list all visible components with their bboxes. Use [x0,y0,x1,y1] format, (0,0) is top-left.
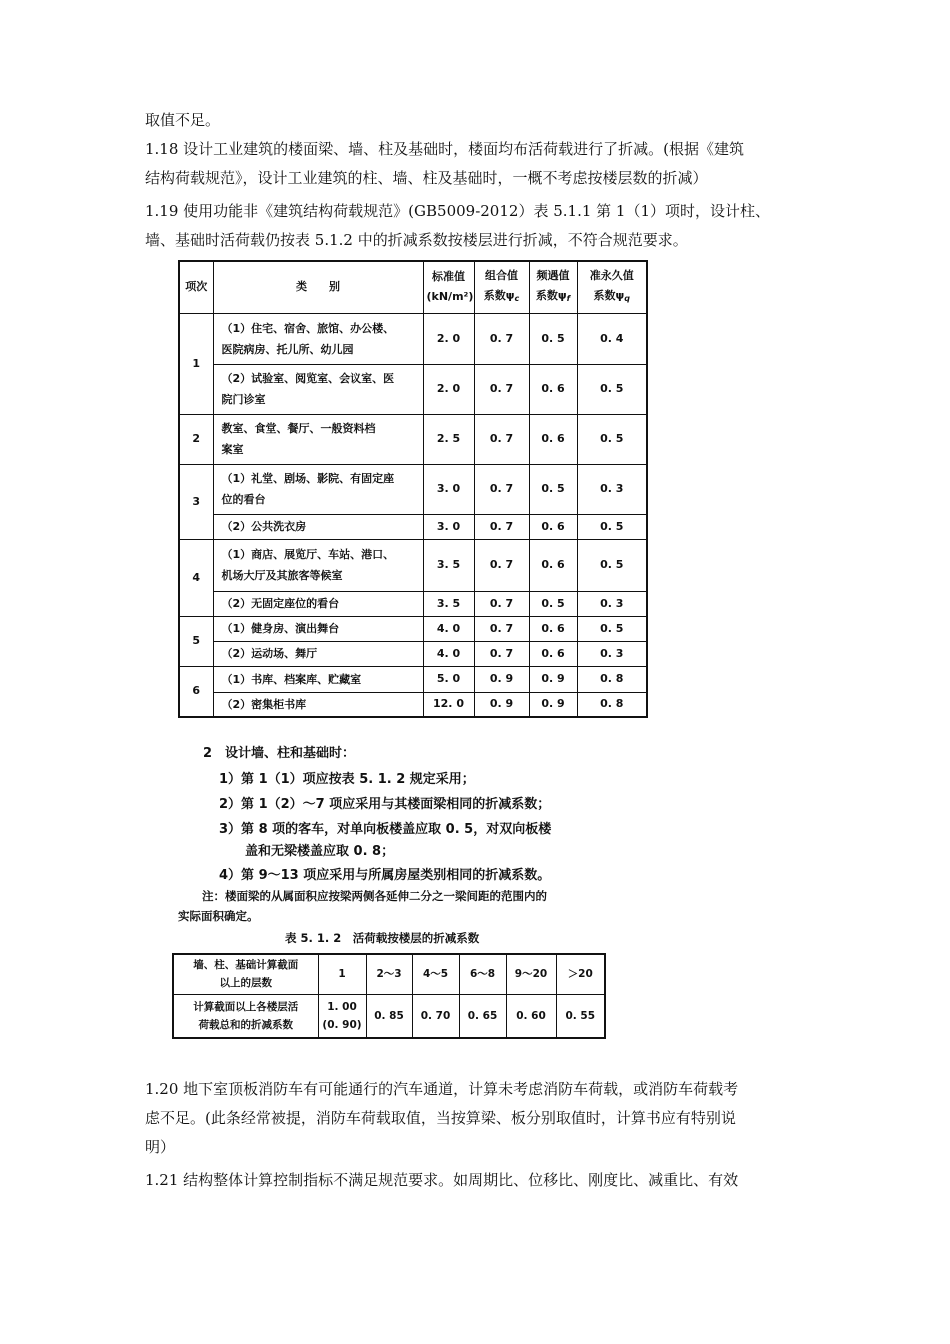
table-row [179,313,647,364]
text-line: 取值不足。 [145,111,221,129]
combo-value: 0. 7 [474,616,529,641]
quasi-value: 0. 3 [577,464,647,514]
text-line: 虑不足。(此条经常被提，消防车荷载取值，当按算梁、板分别取值时，计算书应有特别说 [145,1109,736,1127]
floor-count: 2～3 [366,954,412,994]
text-line: 1.21 结构整体计算控制指标不满足规范要求。如周期比、位移比、刚度比、减重比、有效 [145,1171,739,1189]
item-number: 4 [179,539,213,616]
notes-heading: 2 设计墙、柱和基础时： [203,746,356,761]
quasi-value: 0. 8 [577,666,647,692]
standard-value: 3. 0 [423,514,474,539]
text-line: 明） [145,1138,176,1156]
header-quasi-text: 系数ψ [593,288,625,302]
header-quasi-line1: 准永久值 [589,268,634,282]
header-combo [474,261,529,313]
item-number: 3 [179,464,213,539]
standard-value: 12. 0 [423,692,474,717]
table-row [179,514,647,539]
header-item: 项次 [179,261,213,313]
standard-value: 2. 0 [423,364,474,414]
combo-value: 0. 7 [474,514,529,539]
header-frequent [529,261,577,313]
floor-count: 6～8 [459,954,506,994]
standard-value: 4. 0 [423,641,474,666]
standard-value: 3. 0 [423,464,474,514]
category-cell [213,414,423,464]
category-cell [213,539,423,591]
category-cell [213,313,423,364]
category-cell [213,464,423,514]
header-quasi-line2 [581,286,644,309]
combo-value: 0. 7 [474,364,529,414]
reduction-factor-line: (0. 90) [322,1018,362,1031]
text-line: 结构荷载规范》，设计工业建筑的柱、墙、柱及基础时，一概不考虑按楼层数的折减） [145,169,708,187]
combo-value: 0. 7 [474,539,529,591]
table-row [179,666,647,692]
frequent-value: 0. 9 [529,692,577,717]
item-number: 5 [179,616,213,666]
category-line: 教室、食堂、餐厅、一般资料档 [221,422,376,435]
text-line: 墙、基础时活荷载仍按表 5.1.2 中的折减系数按楼层进行折减，不符合规范要求。 [145,231,688,249]
header-quasi-subscript: q [624,293,630,303]
footnote-line: 实际面积确定。 [178,909,259,923]
category-cell: （2）无固定座位的看台 [213,591,423,616]
header-standard-line1: 标准值 [432,270,465,284]
quasi-value: 0. 5 [577,414,647,464]
standard-value: 4. 0 [423,616,474,641]
category-cell [213,364,423,414]
standard-value: 2. 0 [423,313,474,364]
combo-value: 0. 7 [474,464,529,514]
frequent-value: 0. 6 [529,539,577,591]
standard-value: 2. 5 [423,414,474,464]
header-standard [423,261,474,313]
paragraph-1-20 [145,1075,815,1162]
item-number: 2 [179,414,213,464]
table-row [179,539,647,591]
category-line: （1）礼堂、剧场、影院、有固定座 [221,472,395,485]
frequent-value: 0. 5 [529,464,577,514]
category-cell: （1）健身房、演出舞台 [213,616,423,641]
text-line: 1.18 设计工业建筑的楼面梁、墙、柱及基础时，楼面均布活荷载进行了折减。(根据《建筑 [145,140,745,158]
reduction-factor: 0. 60 [506,994,556,1038]
combo-value: 0. 7 [474,641,529,666]
row-label [173,954,318,994]
quasi-value: 0. 4 [577,313,647,364]
note-item: 3）第 8 项的客车，对单向板楼盖应取 0. 5，对双向板楼 [219,822,552,837]
paragraph-1-21 [145,1166,815,1195]
table-row [179,464,647,514]
category-line: （2）试验室、阅览室、会议室、医 [221,372,395,385]
floor-reduction-table [172,953,606,1039]
reduction-factor: 0. 70 [412,994,459,1038]
category-line: 医院病房、托儿所、幼儿园 [221,342,354,356]
table-row [173,994,605,1038]
paragraph-1-19 [145,197,815,255]
footnote-line: 注：楼面梁的从属面积应按梁两侧各延伸二分之一梁间距的范围内的 [202,889,547,903]
text-line: 1.19 使用功能非《建筑结构荷载规范》(GB5009-2012）表 5.1.1 第 1（1）项时，设计柱、 [145,202,771,220]
category-cell: （1）书库、档案库、贮藏室 [213,666,423,692]
floor-count: ＞20 [556,954,605,994]
row-label [173,994,318,1038]
frequent-value: 0. 6 [529,616,577,641]
category-line: 案室 [221,443,244,456]
table-header-row [179,261,647,313]
table-row [179,641,647,666]
table-row [179,414,647,464]
note-item: 1）第 1（1）项应按表 5. 1. 2 规定采用； [219,772,475,787]
combo-value: 0. 7 [474,414,529,464]
category-line: （1）住宅、宿舍、旅馆、办公楼、 [221,321,395,335]
header-combo-line2 [478,286,526,309]
note-item: 2）第 1（2）～7 项应采用与其楼面梁相同的折减系数； [219,797,551,812]
frequent-value: 0. 9 [529,666,577,692]
item-number: 1 [179,313,213,414]
note-item: 4）第 9～13 项应采用与所属房屋类别相同的折减系数。 [219,868,551,883]
frequent-value: 0. 6 [529,364,577,414]
category-line: 院门诊室 [221,393,266,406]
reduction-factor [318,994,366,1038]
combo-value: 0. 9 [474,666,529,692]
table-row [179,591,647,616]
quasi-value: 0. 3 [577,641,647,666]
standard-value: 3. 5 [423,591,474,616]
quasi-value: 0. 3 [577,591,647,616]
reduction-factor: 0. 65 [459,994,506,1038]
frequent-value: 0. 5 [529,591,577,616]
floor-count: 9～20 [506,954,556,994]
table-row [173,954,605,994]
header-frequent-line2 [533,286,574,309]
item-number: 6 [179,666,213,717]
paragraph-continuation [145,106,815,135]
standard-value: 3. 5 [423,539,474,591]
category-line: 机场大厅及其旅客等候室 [221,569,343,582]
category-cell: （2）公共洗衣房 [213,514,423,539]
reduction-factor: 0. 55 [556,994,605,1038]
frequent-value: 0. 6 [529,514,577,539]
category-line: 位的看台 [221,493,266,506]
text-line: 1.20 地下室顶板消防车有可能通行的汽车通道，计算未考虑消防车荷载，或消防车荷载考 [145,1080,739,1098]
frequent-value: 0. 6 [529,414,577,464]
header-standard-line2: (kN/m²) [426,290,474,304]
table-row [179,364,647,414]
header-category: 类 别 [213,261,423,313]
quasi-value: 0. 5 [577,539,647,591]
quasi-value: 0. 5 [577,616,647,641]
combo-value: 0. 9 [474,692,529,717]
floor-count: 4～5 [412,954,459,994]
header-combo-text: 系数ψ [483,288,515,302]
paragraph-1-18 [145,135,815,193]
category-line: （1）商店、展览厅、车站、港口、 [221,548,395,561]
note-item: 盖和无梁楼盖应取 0. 8； [219,844,395,859]
reduction-factor: 0. 85 [366,994,412,1038]
combo-value: 0. 7 [474,313,529,364]
quasi-value: 0. 5 [577,514,647,539]
table-row [179,616,647,641]
header-frequent-subscript: f [566,293,571,303]
floor-count: 1 [318,954,366,994]
combo-value: 0. 7 [474,591,529,616]
frequent-value: 0. 5 [529,313,577,364]
table-row [179,692,647,717]
reduction-factor-line: 1. 00 [327,1000,357,1013]
header-frequent-text: 系数ψ [535,288,567,302]
quasi-value: 0. 5 [577,364,647,414]
quasi-value: 0. 8 [577,692,647,717]
header-combo-line1: 组合值 [485,268,518,282]
row-label-line: 以上的层数 [219,977,272,990]
header-quasi [577,261,647,313]
frequent-value: 0. 6 [529,641,577,666]
category-cell: （2）运动场、舞厅 [213,641,423,666]
standard-value: 5. 0 [423,666,474,692]
row-label-line: 荷载总和的折减系数 [198,1018,293,1031]
category-cell: （2）密集柜书库 [213,692,423,717]
row-label-line: 墙、柱、基础计算截面 [193,959,299,972]
header-combo-subscript: c [514,293,520,303]
row-label-line: 计算截面以上各楼层活 [193,1000,299,1013]
header-frequent-line1: 频遇值 [536,268,570,282]
table-5-1-2-title: 表 5. 1. 2 活荷载按楼层的折减系数 [285,931,480,945]
live-load-table [178,260,648,718]
